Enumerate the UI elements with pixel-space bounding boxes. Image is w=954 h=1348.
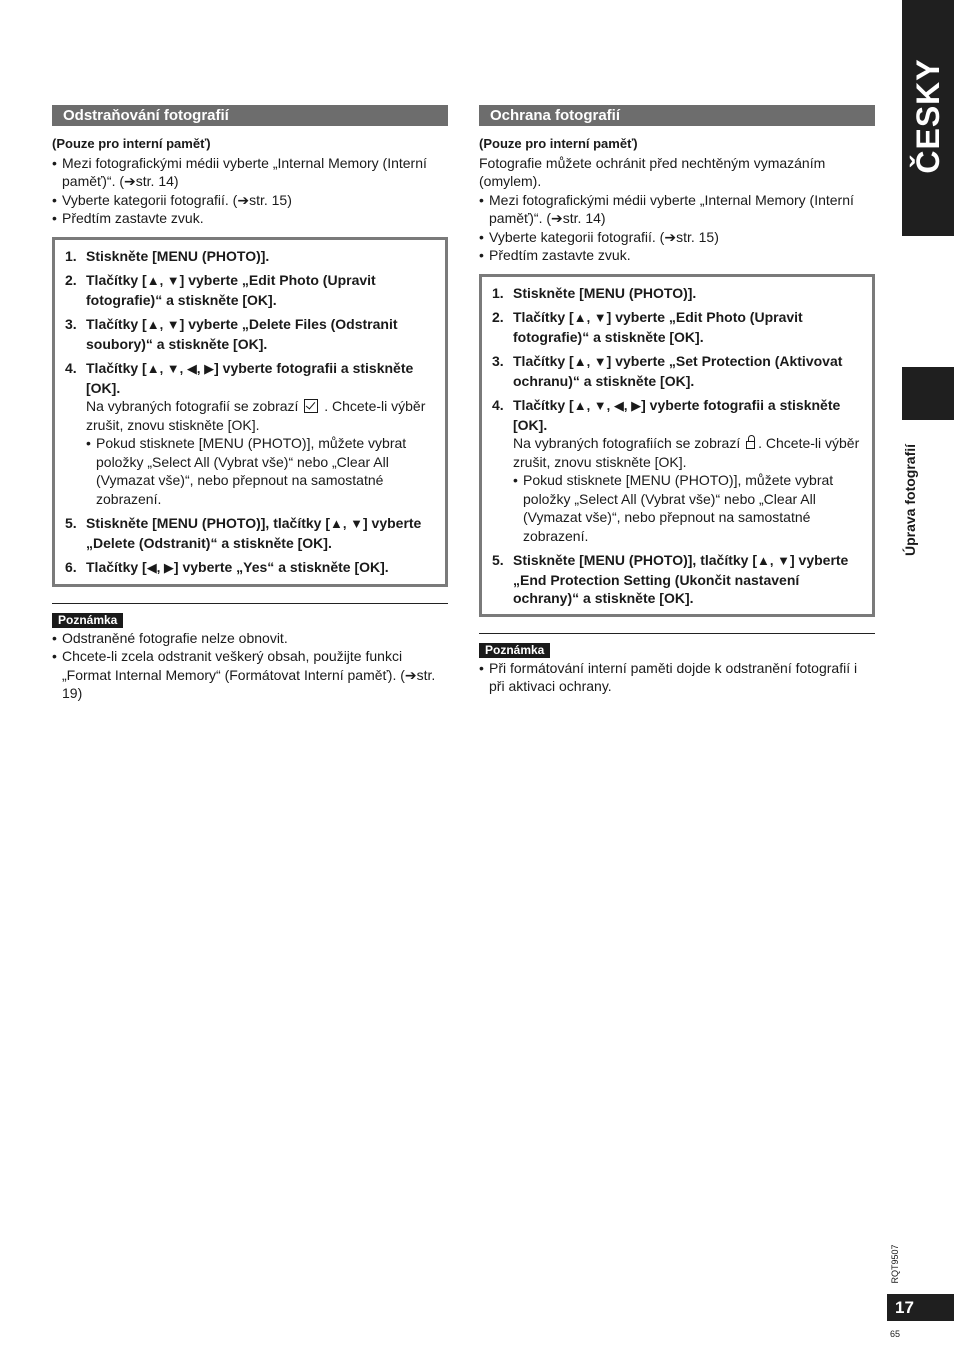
- list-item: • Při formátování interní paměti dojde k odstranění fotografií i při aktivaci ochrany.: [479, 659, 875, 696]
- step-1: 1. Stiskněte [MENU (PHOTO)].: [65, 247, 270, 264]
- list-item: • Chcete-li zcela odstranit veškerý obsah, použijte funkci „Format Internal Memory“ (Formátovat Interní paměť). (➔str. 19): [52, 647, 448, 703]
- check-box-icon: [304, 399, 318, 413]
- list-item: • Předtím zastavte zvuk.: [52, 209, 448, 228]
- chapter-marker: [902, 367, 954, 420]
- section-heading: Odstraňování fotografií: [52, 105, 448, 126]
- step-5: 5. Stiskněte [MENU (PHOTO)], tlačítky [▲, ▼] vyberte „End Protection Setting (Ukončit nastavení ochrany)“ a stiskněte [OK].: [492, 552, 849, 606]
- language-label: ČESKY: [909, 58, 946, 174]
- step-2: 2. Tlačítky [▲, ▼] vyberte „Edit Photo (Upravit fotografie)“ a stiskněte [OK].: [65, 272, 376, 308]
- chapter-title: Úprava fotografií: [901, 443, 918, 557]
- arrow-keys-icon: ▲, ▼: [573, 310, 607, 325]
- prereq-list: [52, 154, 448, 228]
- protect-photos-section: [479, 105, 875, 696]
- scope-note: (Pouze pro interní paměť): [52, 136, 211, 151]
- note-section: [479, 633, 875, 696]
- list-item: • Odstraněné fotografie nelze obnovit.: [52, 629, 448, 648]
- step-3: 3. Tlačítky [▲, ▼] vyberte „Set Protection (Aktivovat ochranu)“ a stiskněte [OK].: [492, 353, 843, 389]
- arrow-keys-icon: ▲, ▼: [330, 516, 363, 531]
- sub-page-number: 65: [890, 1329, 901, 1339]
- document-code: RQT9507: [889, 1244, 900, 1284]
- step-4: 4. Tlačítky [▲, ▼, ◀, ▶] vyberte fotografii a stiskněte [OK]. Na vybraných fotografiích se zobrazí . Chcete-li výběr zrušit, znovu stiskněte [OK]. • Pokud stisknete [MENU (PHOTO)], můžete vybrat položky „Select All (Vybrat vše)“ nebo „Clear All (Vymazat vše)“, nebo přepnout na samostatné zobrazení.: [492, 396, 864, 545]
- arrow-icon: ➔: [404, 666, 417, 683]
- arrow-keys-icon: ▲, ▼, ◀, ▶: [146, 361, 215, 376]
- list-item: • Pokud stisknete [MENU (PHOTO)], můžete vybrat položky „Select All (Vybrat vše)“ nebo „Clear All (Vymazat vše)“, nebo přepnout na samostatné zobrazení.: [513, 471, 864, 545]
- list-item: • Mezi fotografickými médii vyberte „Internal Memory (Interní paměť)“. (➔str. 14): [479, 191, 875, 228]
- note-label: Poznámka: [52, 613, 123, 628]
- arrow-icon: ➔: [237, 191, 250, 208]
- arrow-keys-icon: ◀, ▶: [146, 560, 174, 575]
- steps-box: [52, 237, 448, 587]
- step-6: 6. Tlačítky [◀, ▶] vyberte „Yes“ a stiskněte [OK].: [65, 559, 389, 575]
- step-1: 1. Stiskněte [MENU (PHOTO)].: [492, 284, 697, 301]
- prereq-list: [479, 191, 875, 265]
- arrow-keys-icon: ▲, ▼, ◀, ▶: [573, 398, 642, 413]
- step-2: 2. Tlačítky [▲, ▼] vyberte „Edit Photo (Upravit fotografie)“ a stiskněte [OK].: [492, 309, 803, 345]
- step-detail: Na vybraných fotografiích se zobrazí . Chcete-li výběr zrušit, znovu stiskněte [OK]. • Pokud stisknete [MENU (PHOTO)], můžete vybrat položky „Select All (Vybrat vše)“ nebo „Clear All (Vymazat vše)“, nebo přepnout na samostatné zobrazení.: [513, 434, 864, 545]
- lock-icon: [745, 435, 757, 450]
- section-heading: Ochrana fotografií: [479, 105, 875, 126]
- arrow-keys-icon: ▲, ▼: [573, 354, 607, 369]
- step-3: 3. Tlačítky [▲, ▼] vyberte „Delete Files (Odstranit soubory)“ a stiskněte [OK].: [65, 316, 398, 352]
- list-item: • Pokud stisknete [MENU (PHOTO)], můžete vybrat položky „Select All (Vybrat vše)“ nebo „Clear All (Vymazat vše)“, nebo přepnout na samostatné zobrazení.: [86, 434, 437, 508]
- list-item: • Mezi fotografickými médii vyberte „Internal Memory (Interní paměť)“. (➔str. 14): [52, 154, 448, 191]
- arrow-keys-icon: ▲, ▼: [146, 317, 180, 332]
- arrow-keys-icon: ▲, ▼: [757, 553, 790, 568]
- arrow-icon: ➔: [124, 173, 136, 189]
- steps-box: [479, 274, 875, 617]
- arrow-keys-icon: ▲, ▼: [146, 273, 180, 288]
- language-tab: [902, 0, 954, 236]
- list-item: • Předtím zastavte zvuk.: [479, 246, 875, 265]
- arrow-icon: ➔: [664, 228, 677, 245]
- step-4: 4. Tlačítky [▲, ▼, ◀, ▶] vyberte fotografii a stiskněte [OK]. Na vybraných fotografií se zobrazí . Chcete-li výběr zrušit, znovu stiskněte [OK]. • Pokud stisknete [MENU (PHOTO)], můžete vybrat položky „Select All (Vybrat vše)“ nebo „Clear All (Vymazat vše)“, nebo přepnout na samostatné zobrazení.: [65, 359, 437, 508]
- list-item: • Vyberte kategorii fotografií. (➔str. 15): [479, 228, 875, 247]
- step-detail: Na vybraných fotografií se zobrazí . Chcete-li výběr zrušit, znovu stiskněte [OK]. • Pokud stisknete [MENU (PHOTO)], můžete vybrat položky „Select All (Vybrat vše)“ nebo „Clear All (Vymazat vše)“, nebo přepnout na samostatné zobrazení.: [86, 397, 437, 508]
- intro-text: Fotografie můžete ochránit před nechtěným vymazáním (omylem).: [479, 154, 826, 189]
- page-number: 17: [887, 1294, 954, 1321]
- delete-photos-section: [52, 105, 448, 703]
- arrow-icon: ➔: [551, 210, 563, 226]
- note-label: Poznámka: [479, 643, 550, 658]
- note-section: [52, 603, 448, 703]
- scope-note: (Pouze pro interní paměť): [479, 136, 638, 151]
- list-item: • Vyberte kategorii fotografií. (➔str. 15): [52, 191, 448, 210]
- step-5: 5. Stiskněte [MENU (PHOTO)], tlačítky [▲, ▼] vyberte „Delete (Odstranit)“ a stiskněte [OK].: [65, 515, 422, 551]
